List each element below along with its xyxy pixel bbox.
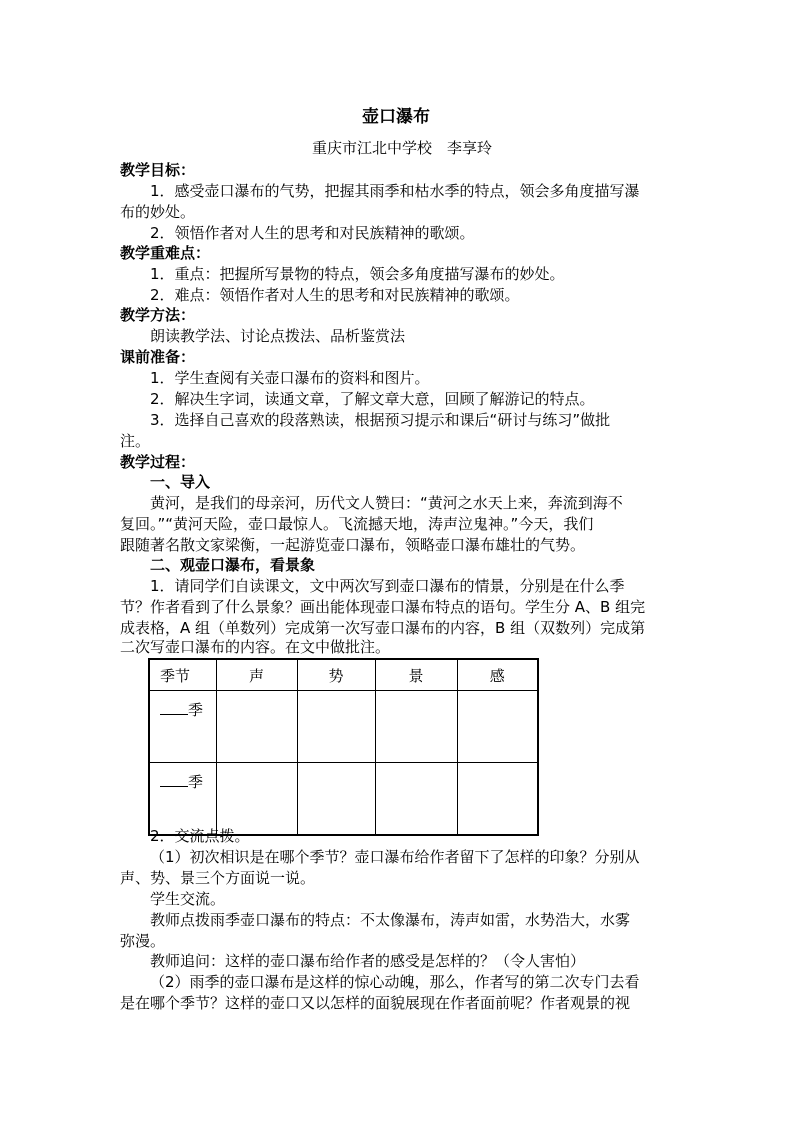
body-line: 学生交流。 [150, 890, 226, 908]
prep-line: 3．选择自己喜欢的段落熟读，根据预习提示和课后“研讨与练习”做批 [150, 411, 611, 429]
table-header-cell: 感 [457, 659, 538, 691]
table-cell[interactable] [457, 691, 538, 763]
step2-line: 节？作者看到了什么景象？画出能体现壶口瀑布特点的语句。学生分 A、B 组完 [120, 598, 646, 616]
keypoint-line: 2．难点：领悟作者对人生的思考和对民族精神的歌颂。 [150, 286, 520, 304]
author-line: 重庆市江北中学校 李享玲 [312, 139, 493, 157]
body-line: 是在哪个季节？这样的壶口又以怎样的面貌展现在作者面前呢？作者观景的视 [120, 994, 631, 1012]
table-cell[interactable] [216, 691, 297, 763]
page-title: 壶口瀑布 [362, 107, 430, 127]
body-line: 教师追问：这样的壶口瀑布给作者的感受是怎样的？（令人害怕） [150, 952, 586, 970]
prep-line: 2．解决生字词，读通文章，了解文章大意，回顾了解游记的特点。 [150, 390, 595, 408]
goal-line: 布的妙处。 [120, 203, 196, 221]
heading-methods: 教学方法： [120, 306, 196, 324]
goal-line: 2．领悟作者对人生的思考和对民族精神的歌颂。 [150, 224, 475, 242]
body-line: 声、势、景三个方面说一说。 [120, 869, 316, 887]
table-header-row [149, 659, 538, 691]
heading-keypoints: 教学重难点： [120, 244, 211, 262]
prep-line: 注。 [120, 432, 151, 450]
heading-prep: 课前准备： [120, 348, 196, 366]
heading-process: 教学过程： [120, 453, 196, 471]
fill-blank[interactable] [160, 700, 188, 715]
table-cell[interactable] [297, 763, 375, 836]
table-cell[interactable] [457, 763, 538, 836]
fill-blank[interactable] [160, 772, 188, 787]
step1-line: 跟随著名散文家梁衡，一起游览壶口瀑布，领略壶口瀑布雄壮的气势。 [120, 536, 586, 554]
table-cell[interactable] [216, 763, 297, 836]
table-cell[interactable] [375, 691, 457, 763]
body-line: （2）雨季的壶口瀑布是这样的惊心动魄，那么，作者写的第二次专门去看 [150, 973, 640, 991]
step2-line: 1．请同学们自读课文，文中两次写到壶口瀑布的情景，分别是在什么季 [150, 577, 625, 595]
table-header-cell: 势 [297, 659, 375, 691]
table-cell[interactable] [375, 763, 457, 836]
prep-line: 1．学生查阅有关壶口瀑布的资料和图片。 [150, 369, 430, 387]
body-line: 2．交流点拨。 [150, 827, 250, 845]
heading-goals: 教学目标： [120, 161, 196, 179]
step2-line: 二次写壶口瀑布的内容。在文中做批注。 [120, 638, 391, 656]
season-suffix: 季 [188, 701, 204, 719]
keypoint-line: 1．重点：把握所写景物的特点，领会多角度描写瀑布的妙处。 [150, 265, 565, 283]
table-header-cell: 声 [216, 659, 297, 691]
method-line: 朗读教学法、讨论点拨法、品析鉴赏法 [150, 327, 406, 345]
table-row [149, 763, 538, 836]
step2-heading: 二、观壶口瀑布，看景象 [150, 556, 316, 574]
step2-line: 成表格，A 组（单数列）完成第一次写壶口瀑布的内容，B 组（双数列）完成第 [120, 619, 646, 637]
table-header-cell: 景 [375, 659, 457, 691]
season-cell[interactable] [149, 763, 216, 836]
table-header-cell: 季节 [149, 659, 216, 691]
step1-line: 复回。”“黄河天险，壶口最惊人。飞流撼天地，涛声泣鬼神。”今天，我们 [120, 515, 594, 533]
step1-heading: 一、导入 [150, 473, 211, 491]
table-row [149, 691, 538, 763]
observation-table [148, 658, 539, 836]
table-cell[interactable] [297, 691, 375, 763]
season-suffix: 季 [188, 773, 204, 791]
goal-line: 1．感受壶口瀑布的气势，把握其雨季和枯水季的特点，领会多角度描写瀑 [150, 182, 640, 200]
season-cell[interactable] [149, 691, 216, 763]
body-line: （1）初次相识是在哪个季节？壶口瀑布给作者留下了怎样的印象？分别从 [150, 848, 640, 866]
step1-line: 黄河，是我们的母亲河，历代文人赞曰：“黄河之水天上来，奔流到海不 [150, 494, 623, 512]
body-line: 弥漫。 [120, 932, 166, 950]
body-line: 教师点拨雨季壶口瀑布的特点：不太像瀑布，涛声如雷，水势浩大，水雾 [150, 911, 631, 929]
